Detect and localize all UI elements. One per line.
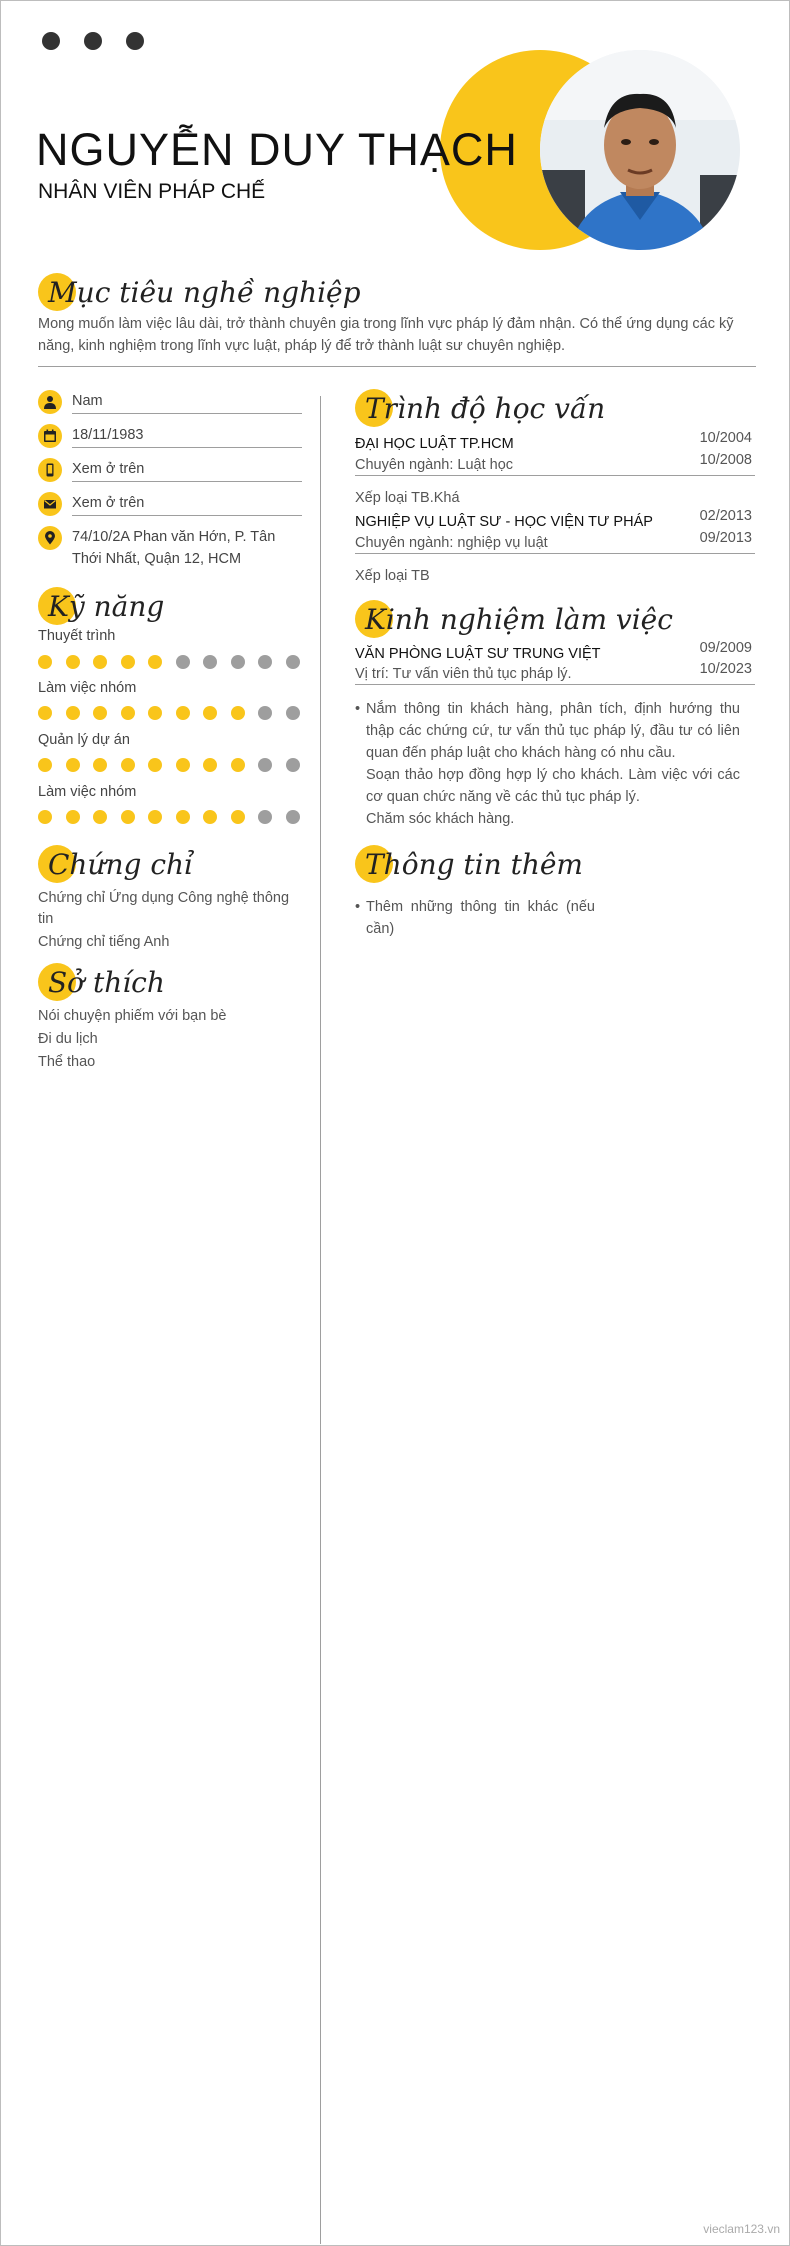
education-school: ĐẠI HỌC LUẬT TP.HCM: [355, 436, 514, 452]
rating-dot-filled: [203, 810, 217, 824]
rating-dot-filled: [121, 706, 135, 720]
rating-dot-filled: [66, 706, 80, 720]
skill-label: Thuyết trình: [38, 628, 116, 644]
column-divider: [320, 396, 321, 2244]
rating-dot-filled: [66, 810, 80, 824]
rating-dot-empty: [258, 758, 272, 772]
rating-dot-filled: [176, 810, 190, 824]
skill-label: Làm việc nhóm: [38, 680, 137, 696]
rating-dot-filled: [148, 655, 162, 669]
rating-dot-filled: [121, 655, 135, 669]
avatar: [540, 50, 740, 250]
calendar-icon: [38, 424, 62, 448]
rating-dot-empty: [258, 655, 272, 669]
rating-dot-empty: [286, 706, 300, 720]
rating-dot-empty: [258, 706, 272, 720]
hobby-item: Thể thao: [38, 1054, 96, 1070]
rating-dot-empty: [231, 655, 245, 669]
skill-rating: [38, 758, 300, 772]
dot-icon: [126, 32, 144, 50]
rating-dot-filled: [66, 758, 80, 772]
rating-dot-filled: [121, 758, 135, 772]
hobbies-heading: Sở thích: [38, 960, 155, 1004]
education-end-date: 10/2008: [699, 452, 752, 468]
education-major: Chuyên ngành: nghiệp vụ luật: [355, 535, 755, 554]
candidate-position: NHÂN VIÊN PHÁP CHẾ: [38, 180, 266, 203]
certificates-heading: Chứng chỉ: [38, 842, 183, 886]
skill-rating: [38, 810, 300, 824]
rating-dot-filled: [93, 810, 107, 824]
rating-dot-filled: [231, 810, 245, 824]
certificate-item: Chứng chỉ tiếng Anh: [38, 934, 170, 950]
education-rank: Xếp loại TB: [355, 568, 430, 584]
rating-dot-filled: [38, 706, 52, 720]
education-end-date: 09/2013: [699, 530, 752, 546]
phone-icon: [38, 458, 62, 482]
dot-icon: [42, 32, 60, 50]
additional-details: [355, 896, 595, 940]
rating-dot-filled: [66, 655, 80, 669]
education-heading: Trình độ học vấn: [355, 386, 595, 430]
education-start-date: 02/2013: [699, 508, 752, 524]
education-start-date: 10/2004: [699, 430, 752, 446]
contact-address: 74/10/2A Phan văn Hớn, P. Tân Thới Nhất, Quận 12, HCM: [38, 526, 302, 571]
rating-dot-empty: [258, 810, 272, 824]
rating-dot-filled: [148, 706, 162, 720]
hobby-item: Đi du lịch: [38, 1031, 98, 1047]
rating-dot-filled: [176, 706, 190, 720]
education-major: Chuyên ngành: Luật học: [355, 457, 755, 476]
contact-gender: Nam: [38, 390, 302, 414]
rating-dot-empty: [286, 758, 300, 772]
experience-end-date: 10/2023: [699, 661, 752, 677]
rating-dot-filled: [176, 758, 190, 772]
person-icon: [38, 390, 62, 414]
skill-label: Làm việc nhóm: [38, 784, 137, 800]
skill-rating: [38, 706, 300, 720]
rating-dot-filled: [38, 758, 52, 772]
rating-dot-filled: [93, 655, 107, 669]
experience-details: [355, 698, 740, 830]
rating-dot-filled: [203, 706, 217, 720]
mail-icon: [38, 492, 62, 516]
rating-dot-filled: [38, 655, 52, 669]
contact-email: Xem ở trên: [38, 492, 302, 516]
experience-role: Vị trí: Tư vấn viên thủ tục pháp lý.: [355, 666, 755, 685]
additional-heading: Thông tin thêm: [355, 842, 573, 886]
education-school: NGHIỆP VỤ LUẬT SƯ - HỌC VIỆN TƯ PHÁP: [355, 514, 653, 530]
skill-label: Quản lý dự án: [38, 732, 130, 748]
education-rank: Xếp loại TB.Khá: [355, 490, 460, 506]
rating-dot-filled: [231, 758, 245, 772]
list-item: • Nắm thông tin khách hàng, phân tích, định hướng thu thập các chứng cứ, tư vấn thủ tục pháp lý, đầu tư có liên quan đến pháp luật cho khách hàng có nhu cầu. Soạn thảo hợp đồng hợp lý cho khách. Làm việc với các cơ quan chức năng về các thủ tục pháp lý. Chăm sóc khách hàng.: [355, 698, 740, 830]
objective-text: Mong muốn làm việc lâu dài, trở thành chuyên gia trong lĩnh vực pháp lý đảm nhận. Có thể ứng dụng các kỹ năng, kinh nghiệm trong lĩnh vực luật, pháp lý để trở thành luật sư chuyên nghiệp.: [38, 316, 734, 354]
candidate-name: NGUYỄN DUY THẠCH: [36, 124, 518, 175]
rating-dot-empty: [286, 655, 300, 669]
skill-rating: [38, 655, 300, 669]
rating-dot-filled: [93, 758, 107, 772]
contact-birthday: 18/11/1983: [38, 424, 302, 448]
list-item: • Thêm những thông tin khác (nếu cần): [355, 896, 595, 940]
experience-start-date: 09/2009: [699, 640, 752, 656]
rating-dot-filled: [203, 758, 217, 772]
skills-heading: Kỹ năng: [38, 584, 154, 628]
contact-phone: Xem ở trên: [38, 458, 302, 482]
rating-dot-empty: [203, 655, 217, 669]
rating-dot-filled: [231, 706, 245, 720]
experience-heading: Kinh nghiệm làm việc: [355, 597, 663, 641]
rating-dot-filled: [121, 810, 135, 824]
dot-icon: [84, 32, 102, 50]
window-dots: [42, 32, 144, 50]
rating-dot-filled: [148, 810, 162, 824]
rating-dot-filled: [38, 810, 52, 824]
rating-dot-empty: [286, 810, 300, 824]
location-pin-icon: [38, 526, 62, 550]
rating-dot-empty: [176, 655, 190, 669]
divider: [38, 366, 756, 367]
experience-company: VĂN PHÒNG LUẬT SƯ TRUNG VIỆT: [355, 646, 601, 662]
rating-dot-filled: [93, 706, 107, 720]
certificate-item: Chứng chỉ Ứng dụng Công nghệ thông tin: [38, 890, 290, 927]
footer-brand: vieclam123.vn: [703, 2222, 780, 2236]
rating-dot-filled: [148, 758, 162, 772]
hobby-item: Nói chuyện phiếm với bạn bè: [38, 1008, 227, 1024]
objective-heading: Mục tiêu nghề nghiệp: [38, 270, 351, 314]
